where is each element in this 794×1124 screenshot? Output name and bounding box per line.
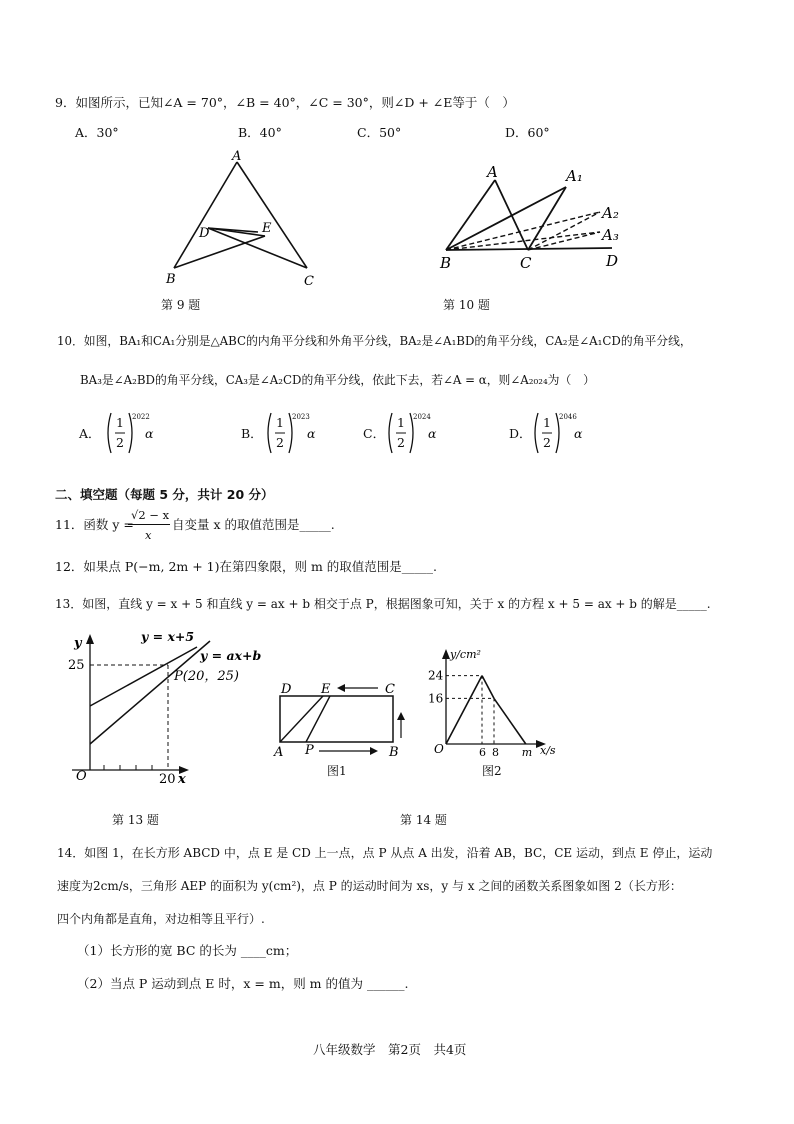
q13-caption: 第 13 题 <box>112 813 159 827</box>
section-heading-fill-in: 二、填空题（每题 5 分，共计 20 分） <box>55 487 274 502</box>
chart2-y-tick-24: 24 <box>428 668 444 683</box>
q9-option-d: D．60° <box>505 125 550 140</box>
chart2-series-segment <box>482 676 494 699</box>
q13-x-axis-label: x <box>178 772 186 787</box>
fig9-label-d: D <box>199 226 210 241</box>
q11-denominator: x <box>145 528 152 542</box>
fig9-label-c: C <box>304 274 314 289</box>
fig14-1-caption: 图1 <box>327 764 347 778</box>
fig14-label-p: P <box>305 743 314 758</box>
chart2-x-tick-m: m <box>521 746 533 759</box>
fig14-label-c: C <box>385 682 395 697</box>
q11-prefix: 11．函数 y = <box>55 517 134 532</box>
fig9-label-e: E <box>262 221 272 236</box>
chart2-y-tick-16: 16 <box>428 691 444 706</box>
q10-line1: 10．如图，BA₁和CA₁分别是△ABC的内角平分线和外角平分线，BA₂是∠A₁BD的角平分线，CA₂是∠A₁CD的角平分线， <box>57 334 692 348</box>
q13-text: 13．如图，直线 y = x + 5 和直线 y = ax + b 相交于点 P，根据图象可知，关于 x 的方程 x + 5 = ax + b 的解是_____. <box>55 597 711 611</box>
fig9-label-b: B <box>166 272 176 287</box>
q14-sub1: （1）长方形的宽 BC 的长为 ____cm； <box>77 943 298 958</box>
q14-line3: 四个内角都是直角，对边相等且平行）. <box>57 912 265 926</box>
q10-caption: 第 10 题 <box>443 298 490 312</box>
fig14-label-d: D <box>281 682 292 697</box>
fig10-label-a: A <box>487 163 498 181</box>
q14-line1: 14．如图 1，在长方形 ABCD 中，点 E 是 CD 上一点，点 P 从点 A 出发，沿着 AB，BC，CE 运动，到点 E 停止，运动 <box>57 846 713 860</box>
chart2-series-segment <box>494 698 526 744</box>
q13-origin: O <box>76 769 87 784</box>
fig14-label-a: A <box>274 745 284 760</box>
fig10-label-c: C <box>520 254 532 272</box>
fig14-2-caption: 图2 <box>482 764 502 778</box>
q12-text: 12．如果点 P(−m, 2m + 1)在第四象限，则 m 的取值范围是_____. <box>55 559 438 574</box>
q14-sub2: （2）当点 P 运动到点 E 时，x = m，则 m 的值为 ______. <box>77 976 409 991</box>
fig14-label-e: E <box>321 682 331 697</box>
fig10-label-b: B <box>440 254 452 272</box>
fig10-label-a3: A₃ <box>602 226 619 244</box>
q9-option-c: C．50° <box>357 125 402 140</box>
chart2-x-tick-6: 6 <box>479 746 486 759</box>
q13-y-axis-label: y <box>74 636 82 651</box>
q9-option-b: B．40° <box>238 125 282 140</box>
q13-line2-label: y = ax+b <box>200 648 262 663</box>
q10-line2: BA₃是∠A₂BD的角平分线，CA₃是∠A₂CD的角平分线，依此下去，若∠A = α，则∠A₂₀₂₄为（ ） <box>80 373 595 387</box>
q13-y-tick-25: 25 <box>68 658 85 673</box>
q14-line2: 速度为2cm/s，三角形 AEP 的面积为 y(cm²)，点 P 的运动时间为 xs，y 与 x 之间的函数关系图象如图 2（长方形： <box>57 879 682 893</box>
chart2-y-label: y/cm² <box>450 648 481 661</box>
q13-point-label: P(20，25) <box>174 669 239 684</box>
chart2-y-arrow <box>442 649 450 659</box>
q11-numerator: √2 − x <box>131 508 170 522</box>
q11-suffix: 自变量 x 的取值范围是_____. <box>172 517 335 532</box>
fig10-label-a1: A₁ <box>566 167 583 185</box>
q13-x-tick-20: 20 <box>159 772 176 787</box>
q13-line1-label: y = x+5 <box>141 629 195 644</box>
chart2-x-label: x/s <box>540 744 556 757</box>
chart2-series-segment <box>446 676 482 744</box>
fig10-label-d: D <box>606 252 619 270</box>
page-footer: 八年级数学 第2页 共4页 <box>313 1042 467 1057</box>
q9-stem: 9．如图所示，已知∠A = 70°，∠B = 40°，∠C = 30°，则∠D + ∠E等于（ ） <box>55 95 515 110</box>
q9-caption: 第 9 题 <box>161 298 201 312</box>
q9-option-a: A．30° <box>75 125 119 140</box>
chart2-x-tick-8: 8 <box>492 746 499 759</box>
q14-caption: 第 14 题 <box>400 813 447 827</box>
fig9-label-a: A <box>232 149 242 164</box>
fig14-label-b: B <box>389 745 399 760</box>
fig10-label-a2: A₂ <box>602 204 619 222</box>
chart2-origin: O <box>434 742 444 756</box>
